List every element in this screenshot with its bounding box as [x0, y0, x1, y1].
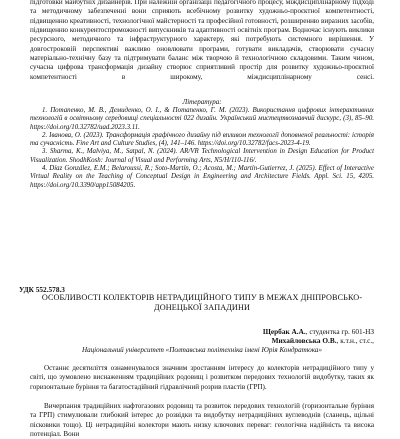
udk-code: УДК 552.578.3: [19, 285, 65, 294]
intro-paragraph: підготовки майбутніх дизайнерів. При належній організації педагогічного процесу, міждисциплінарному підході та методичному забезпеченні вони сприяють всебічному розвитку художньо-проєктної компетентності, підвищенню креативності, технологічної майстерності та професійної готовності, розширенню виразних засобів, підвищенню конкурентоспроможності випускників та адаптивності освітніх програм. Водночас існують виклики ресурсного, методичного та інфраструктурного характеру, які потребують системного вирішення. У довгостроковій перспективі важливо оновлювати програми, готувати викладачів, створювати сучасну матеріально-технічну базу та підтримувати баланс між творчою й технологічною складовими. Таким чином, сучасна цифрова трансформація дизайну створює сприятливий простір для розвитку художньо-проєктної компетентності в широкому, міждисциплінарному сенсі.: [30, 0, 374, 81]
reference-item-3: 3. Sharma, K., Malviya, M., Satpal, N. (2024). AR/VR Technological Intervention in Design Education for Product Visualization. ShodhKosh: Journal of Visual and Performing Arts, N5/H/110-116/.: [30, 148, 374, 164]
references-list: [30, 107, 374, 190]
author-2-name: Михайловська О.В.: [271, 335, 337, 345]
reference-item-4: 4. Díaz González, E.M.; Belaroussi, R.; Soto-Martín, O.; Acosta, M.; Martín-Gutierrez, J. (2025). Effect of Interactive Virtual Reality on the Teaching of Conceptual Design in Engineering and Architecture Fields. Appl. Sci. 15, 4205. https://doi.org/10.3390/app15084205.: [30, 165, 374, 189]
author-2-role: , к.т.н., ст.с.,: [336, 335, 374, 345]
body-paragraph-1: Останнє десятиліття ознаменувалося значним зростанням інтересу до колекторів нетрадиційного типу у світі, що зумовлено виснаженням традиційних родовищ і розвитком передових технологій видобутку, таких як горизонтальне буріння та багатостадійний гідравлічний розрив пластів (ГРП).: [30, 364, 374, 391]
intro-paragraph-text: [30, 0, 374, 82]
author-1-role: , студентка гр. 601-НЗ: [305, 327, 374, 336]
literature-heading: Література:: [182, 98, 222, 106]
authors-block: [30, 328, 374, 346]
article-title: [30, 293, 374, 312]
affiliation: Національний університет «Полтавська політехніка імені Юрія Кондратюка»: [81, 346, 323, 354]
author-1-name: Щербак А.А.: [262, 327, 306, 336]
body-paragraph-2: Вичерпання традиційних нафтогазових родовищ та розвиток передових технологій (горизонтальне буріння та ГРП) стимулювали глибокий інтерес до розвідки та видобутку нетрадиційних вуглеводнів (сланець, щільні пісковики тощо). Ці нетрадиційні колектори мають низку ключових переваг: геологічна надійність та висока потенціал. Вони: [30, 402, 374, 438]
article-title-line-1: ОСОБЛИВОСТІ КОЛЕКТОРІВ НЕТРАДИЦІЙНОГО ТИПУ В МЕЖАХ ДНІПРОВСЬКО-: [41, 293, 363, 302]
reference-item-1: 1. Потапенко, М. В., Демиденко, О. І., & Потапенко, Г. М. (2023). Використання цифрових інтерактивних технологій в освітньому середовищі спеціальності 022 дизайн. Український мистецтвознавчий дискурс, (3), 85–90. https://doi.org/10.32782/uad.2023.3.11.: [30, 107, 374, 131]
author-2: [30, 337, 374, 346]
article-title-line-2: ДОНЕЦЬКОЇ ЗАПАДИНИ: [154, 302, 250, 312]
reference-item-2: 2. Іванова, О. (2023). Трансформація графічного дизайну під впливом технології доповненої реальності: історія та сучасність. Fine Art and Culture Studies, (4), 141–146. https://doi.org/10.32782/facs-2023-4-19.: [30, 131, 374, 148]
